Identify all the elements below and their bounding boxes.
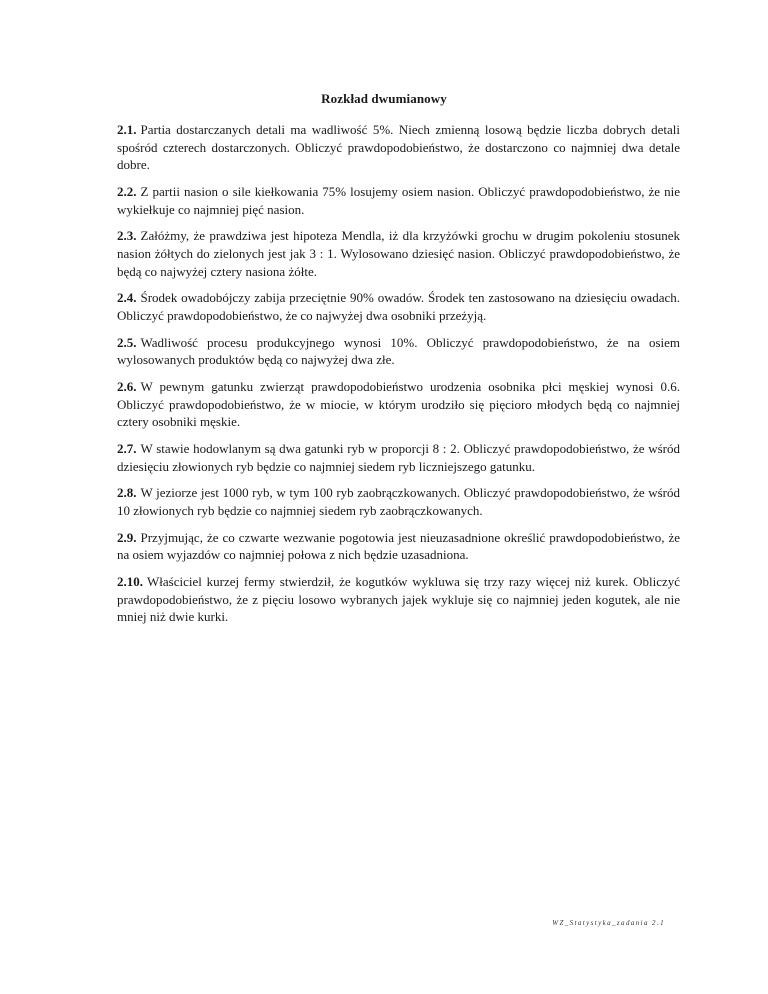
problem-text: Załóżmy, że prawdziwa jest hipoteza Mendla, iż dla krzyżówki grochu w drugim pokoleniu stosunek nasion żółtych do zielonych jest jak 3 : 1. Wylosowano dziesięć nasion. Obliczyć prawdopodobieństwo, że będą co najwyżej cztery nasiona żółte. [117, 228, 680, 279]
problem-item [117, 529, 680, 564]
problem-item [117, 289, 680, 324]
problem-item [117, 334, 680, 369]
problem-text: Środek owadobójczy zabija przeciętnie 90% owadów. Środek ten zastosowano na dziesięciu owadach. Obliczyć prawdopodobieństwo, że co najwyżej dwa osobniki przeżyją. [117, 290, 680, 323]
problem-item [117, 378, 680, 431]
problem-text: Właściciel kurzej fermy stwierdził, że kogutków wykluwa się trzy razy więcej niż kurek. Obliczyć prawdopodobieństwo, że z pięciu losowo wybranych jajek wykluje się co najmniej jeden kogutek, ale nie mniej niż dwie kurki. [117, 574, 680, 625]
problem-number: 2.9. [117, 529, 137, 545]
problem-text: Wadliwość procesu produkcyjnego wynosi 10%. Obliczyć prawdopodobieństwo, że na osiem wylosowanych produktów będą co najwyżej dwa złe. [117, 334, 680, 368]
problem-item [117, 183, 680, 218]
problem-number: 2.10. [117, 574, 143, 590]
page-footer: WZ_Statystyka_zadania 2.1 [552, 919, 665, 927]
problem-number: 2.5. [117, 334, 137, 350]
problem-list [117, 121, 680, 635]
problem-item [117, 484, 680, 519]
problem-text: Z partii nasion o sile kiełkowania 75% losujemy osiem nasion. Obliczyć prawdopodobieństwo, że nie wykiełkuje co najmniej pięć nasion. [117, 183, 680, 217]
page-title: Rozkład dwumianowy [321, 91, 447, 106]
problem-text: Przyjmując, że co czwarte wezwanie pogotowia jest nieuzasadnione określić prawdopodobieństwo, że na osiem wyjazdów co najmniej połowa z nich będzie uzasadniona. [117, 529, 680, 563]
problem-text: W stawie hodowlanym są dwa gatunki ryb w proporcji 8 : 2. Obliczyć prawdopodobieństwo, że wśród dziesięciu złowionych ryb będzie co najmniej siedem ryb liczniejszego gatunku. [117, 441, 680, 474]
problem-text: Partia dostarczanych detali ma wadliwość 5%. Niech zmienną losową będzie liczba dobrych detali spośród czterech dostarczonych. Obliczyć prawdopodobieństwo, że dostarczono co najmniej dwa detale dobre. [117, 122, 680, 173]
problem-number: 2.6. [117, 379, 137, 395]
problem-text: W pewnym gatunku zwierząt prawdopodobieństwo urodzenia osobnika płci męskiej wynosi 0.6. Obliczyć prawdopodobieństwo, że w miocie, w którym urodziło się pięcioro młodych będą co najmniej cztery osobniki męskie. [117, 379, 680, 430]
problem-number: 2.1. [117, 122, 137, 137]
problem-item [117, 573, 680, 626]
problem-item [117, 121, 680, 174]
problem-item [117, 440, 680, 475]
problem-item [117, 227, 680, 280]
problem-text: W jeziorze jest 1000 ryb, w tym 100 ryb zaobrączkowanych. Obliczyć prawdopodobieństwo, że wśród 10 złowionych ryb będzie co najmniej siedem ryb zaobrączkowanych. [117, 485, 680, 518]
problem-number: 2.7. [117, 441, 137, 457]
problem-number: 2.3. [117, 228, 137, 244]
problem-number: 2.8. [117, 485, 137, 501]
problem-number: 2.2. [117, 183, 137, 199]
problem-number: 2.4. [117, 290, 137, 306]
